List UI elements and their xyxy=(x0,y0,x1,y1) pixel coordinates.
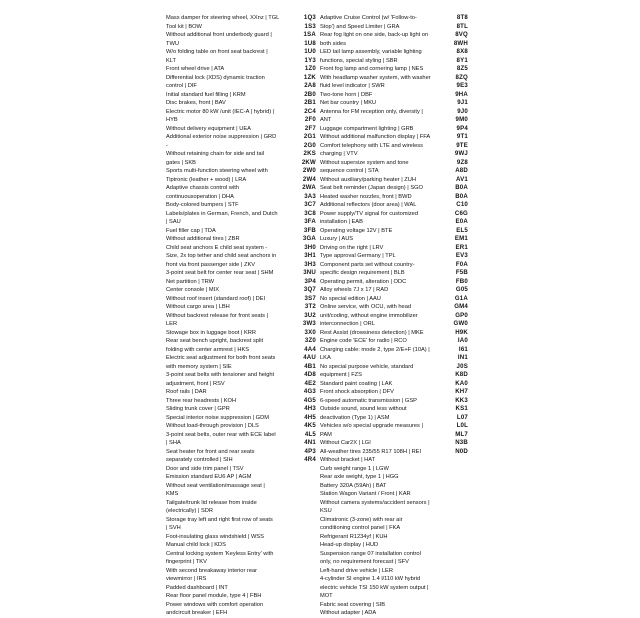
option-description: continuousoperation | DHA xyxy=(166,193,234,200)
option-description: W/o folding table on front seat backrest | xyxy=(166,49,268,55)
middle-description-column xyxy=(320,14,452,618)
option-description: Without delivery equipment | UEA xyxy=(166,125,251,132)
option-description: Central locking system 'Keyless Entry' with xyxy=(166,550,274,557)
option-code: 4G5 xyxy=(303,396,316,404)
option-description: with memory system | SIE xyxy=(166,363,232,370)
option-code: I61 xyxy=(458,345,468,353)
option-description: Additional exterior noise suppression | GRD xyxy=(166,134,277,140)
option-code: 8WH xyxy=(453,39,468,47)
option-description: viewmirror | IRS xyxy=(166,576,207,582)
option-description: Emission standard EU6 AP | AGM xyxy=(166,474,252,480)
option-description: Seat heater for front and rear seats xyxy=(166,448,255,455)
option-code: KA0 xyxy=(455,379,468,387)
option-description: Without additional front underbody guard | xyxy=(166,32,272,38)
option-description: Foot-insulating glass windshield | WSS xyxy=(166,533,264,540)
option-code: 3H1 xyxy=(304,252,316,259)
option-code: EM1 xyxy=(454,235,468,242)
option-description: PAM xyxy=(320,431,332,438)
option-description: Rest Assist (drowsiness detection) | MKE xyxy=(320,329,424,336)
option-description: Electric motor 80 kW /unit (IEC-A | hybrid) | xyxy=(166,108,275,115)
option-code: 3P4 xyxy=(304,277,316,285)
option-code: B0A xyxy=(455,192,468,200)
option-description: conditioning control panel | FKA xyxy=(320,525,401,531)
option-description: Adaptive chassis control with xyxy=(166,185,240,191)
option-code: 2B0 xyxy=(304,90,316,98)
option-description: - xyxy=(166,142,168,149)
option-description: Operating permit, alteration | ODC xyxy=(320,278,407,285)
option-code: B0A xyxy=(455,184,468,191)
option-description: Without adapter | ADA xyxy=(320,610,377,616)
option-description: Door and side trim panel | TSV xyxy=(166,465,244,472)
option-code: GP0 xyxy=(455,311,468,319)
option-code: 3C7 xyxy=(304,201,316,208)
option-description: Luggage compartment lighting | GRB xyxy=(320,125,414,132)
right-code-column xyxy=(450,14,468,456)
option-code: KS1 xyxy=(455,405,468,412)
option-description: | SHA xyxy=(166,440,181,446)
option-description: specific design requirement | BLB xyxy=(320,270,405,276)
option-code: 4R4 xyxy=(304,456,316,463)
option-description: HYB xyxy=(166,117,178,123)
option-code: 4E2 xyxy=(304,379,316,387)
option-description: sequence control | STA xyxy=(320,168,379,174)
option-description: KMS xyxy=(166,491,179,497)
option-description: Outside sound, sound less without xyxy=(320,406,407,412)
option-description: Power windows with comfort operation xyxy=(166,601,264,608)
option-code: 4N1 xyxy=(304,439,316,446)
option-description: unit/coding, without engine immobilizer xyxy=(320,312,418,319)
option-code: 8Y1 xyxy=(456,56,468,64)
option-code: 2W0 xyxy=(302,167,316,174)
option-description: interconnection | ORL xyxy=(320,321,375,327)
option-description: Roof rails | DAR xyxy=(166,389,207,395)
option-code: E0A xyxy=(455,218,468,225)
option-description: Component parts set without country- xyxy=(320,261,415,268)
option-description: With second breakaway interior rear xyxy=(166,567,258,574)
option-description: (electrically) | SDR xyxy=(166,508,213,514)
option-description: fingerprint | TKV xyxy=(166,559,207,565)
option-code: 3FB xyxy=(303,226,316,234)
option-code: 3Q7 xyxy=(303,286,316,293)
option-code: 1U0 xyxy=(304,48,316,55)
option-description: Fuel filler cap | TDA xyxy=(166,227,216,234)
option-code: G05 xyxy=(455,286,468,293)
option-code: L0L xyxy=(456,422,468,429)
option-description: Without Car2X | LGI xyxy=(320,440,371,446)
option-description: folding with center armrest | HKS xyxy=(166,346,250,353)
option-description: | SVH xyxy=(166,525,181,531)
option-description: All-weather tires 235/55 R17 108H | REI xyxy=(320,448,422,455)
option-code: 8TL xyxy=(456,22,468,30)
option-code: 9T1 xyxy=(456,133,468,140)
option-description: TWU xyxy=(166,40,179,47)
option-description: charging | VTV xyxy=(320,151,358,157)
option-description: Rear fog light on one side, back-up light on xyxy=(320,32,429,38)
option-description: Tiptronic (leather + wood) | LRA xyxy=(166,176,247,183)
option-description: Charging cable: mode 2, type 2/E+F (10A) | xyxy=(320,346,430,353)
option-code: C6G xyxy=(454,209,468,217)
option-code: 4P3 xyxy=(304,447,316,455)
option-code: 3GA xyxy=(302,235,316,242)
option-description: Refrigerant R1234yf | KUH xyxy=(320,533,388,540)
option-code: 3A3 xyxy=(304,192,316,200)
option-code: 8T8 xyxy=(456,14,468,21)
option-description: deactivation (Type 1) | ASM xyxy=(320,414,390,421)
option-description: Power supply/TV signal for customized xyxy=(320,210,418,217)
option-description: Battery 320A (59Ah) | BAT xyxy=(320,482,387,489)
option-code: 3X0 xyxy=(304,328,316,336)
option-code: 4L5 xyxy=(304,430,316,438)
option-description: Comfort telephony with LTE and wireless xyxy=(320,142,423,149)
option-description: ANT xyxy=(320,117,332,123)
option-code: GW0 xyxy=(453,320,468,327)
option-description: Without bracket | HAT xyxy=(320,457,376,463)
option-description: fluid level indicator | SWR xyxy=(320,83,385,89)
option-description: Without additional tires | ZBR xyxy=(166,236,240,242)
option-description: functions, special styling | SBR xyxy=(320,57,398,64)
option-description: Luxury | AUS xyxy=(320,236,354,242)
option-description: Electric seat adjustment for both front seats xyxy=(166,355,276,361)
option-code: EV3 xyxy=(455,252,468,259)
option-description: Padded dashboard | INT xyxy=(166,584,228,591)
option-description: KLT xyxy=(166,57,177,64)
option-description: Child seat anchors E child seat system - xyxy=(166,244,268,251)
option-code: 1Z0 xyxy=(304,65,316,72)
option-code: G1A xyxy=(454,294,468,302)
option-description: Three rear headrests | KOH xyxy=(166,397,237,404)
option-code: J0S xyxy=(456,362,468,370)
option-code: 8Z5 xyxy=(456,65,468,72)
option-code: 9J0 xyxy=(457,107,468,115)
option-description: Adaptive Cruise Control (w/ 'Follow-to- xyxy=(320,15,417,21)
option-description: Without backrest release for front seats | xyxy=(166,312,269,319)
option-description: Operating voltage 12V | BTE xyxy=(320,227,393,234)
option-description: Initial standard fuel filling | KRM xyxy=(166,91,246,98)
middle-code-column xyxy=(296,14,316,465)
option-description: Special interior noise suppression | GDM xyxy=(166,414,269,421)
option-code: ER1 xyxy=(455,243,468,251)
option-description: Two-tone horn | DBF xyxy=(320,91,373,98)
option-description: Additional reflectors (door area) | WAL xyxy=(320,202,417,208)
option-description: Rear axle weight, type 1 | HGG xyxy=(320,474,399,480)
option-description: Disc brakes, front | BAV xyxy=(166,100,226,106)
option-description: Without additional malfunction display | FFA xyxy=(320,134,431,140)
option-code: 1S3 xyxy=(304,22,316,30)
option-description: LER xyxy=(166,321,178,327)
option-description: Type approval Germany | TPL xyxy=(320,253,396,259)
option-description: gates | SKB xyxy=(166,159,196,166)
option-description: 3-point seat belts, outer rear with ECE label xyxy=(166,431,276,438)
option-description: No special purpose vehicle, standard xyxy=(320,363,414,370)
option-description: 6-speed automatic transmission | GSP xyxy=(320,397,417,404)
option-code: FB0 xyxy=(455,277,468,285)
option-description: With headlamp washer system, with washer xyxy=(320,74,431,81)
option-code: EL5 xyxy=(456,226,468,234)
option-code: N3B xyxy=(455,439,468,446)
option-description: Without load-through provision | DLS xyxy=(166,423,259,429)
option-description: 3-point seat belts with tensioner and height xyxy=(166,372,275,378)
option-description: KSU xyxy=(320,508,332,514)
option-description: LKA xyxy=(320,355,331,361)
option-description: Online service, with OCU, with head xyxy=(320,304,412,310)
option-code: 2G0 xyxy=(303,141,316,149)
option-code: 2KS xyxy=(303,150,316,157)
option-code: 3W3 xyxy=(302,320,316,327)
option-code: AV1 xyxy=(455,175,468,183)
option-code: F0A xyxy=(455,260,468,268)
option-code: 4A4 xyxy=(304,345,316,353)
option-description: control | DIF xyxy=(166,83,197,89)
option-code: 3T2 xyxy=(304,303,316,310)
option-code: 4H5 xyxy=(304,413,316,421)
option-description: Without cargo area | LBH xyxy=(166,304,230,310)
option-description: LED tail lamp assembly, variable lighting xyxy=(320,49,422,55)
option-code: 2C4 xyxy=(304,107,316,115)
option-code: 4G3 xyxy=(303,388,316,395)
option-description: 3-point seat belt for center rear seat | SHM xyxy=(166,270,274,276)
option-description: Differential lock (XDS) dynamic traction xyxy=(166,74,265,81)
option-description: Mass damper for steering wheel, XXnz | TGL xyxy=(166,15,280,21)
option-description: Net partition | TRW xyxy=(166,278,215,285)
option-code: A8D xyxy=(455,167,468,174)
option-code: IA0 xyxy=(457,337,468,344)
option-code: 2WA xyxy=(302,184,316,191)
option-code: 9Z8 xyxy=(456,158,468,166)
option-description: Body-colored bumpers | STF xyxy=(166,202,239,208)
option-code: 8X8 xyxy=(456,48,468,55)
option-description: adjustment, front | RSV xyxy=(166,380,225,387)
option-description: Without auxiliary/parking heater | ZUH xyxy=(320,176,416,183)
option-code: 4H3 xyxy=(304,405,316,412)
option-code: 4B1 xyxy=(304,362,316,370)
option-description: Without camera systems/accident sensors | xyxy=(320,499,430,506)
option-code: 3S7 xyxy=(304,294,316,302)
option-code: K8D xyxy=(455,371,468,378)
option-code: 2G1 xyxy=(303,133,316,140)
option-description: Standard paint coating | LAK xyxy=(320,380,393,387)
option-code: 1SA xyxy=(303,31,316,38)
option-code: 9P4 xyxy=(456,124,468,132)
option-code: 4AU xyxy=(303,354,316,361)
option-description: Curb weight range 1 | LGW xyxy=(320,465,389,472)
option-description: Without supersize system and tone xyxy=(320,159,409,166)
option-description: Stowage box in luggage boot | KRR xyxy=(166,329,257,336)
option-description: Sports multi-function steering wheel with xyxy=(166,168,268,174)
option-code: 9M0 xyxy=(455,116,468,123)
option-code: 2B1 xyxy=(304,99,316,106)
option-description: andcircuit breaker | EFH xyxy=(166,610,228,616)
option-description: front via front passenger side | ZKV xyxy=(166,261,256,268)
option-code: 2F7 xyxy=(304,124,316,132)
option-description: Front wheel drive | ATA xyxy=(166,66,225,72)
option-description: Head-up display | HUD xyxy=(320,542,379,548)
option-description: Front fog lamp and cornering lamp | NES xyxy=(320,66,424,72)
option-code: 3NU xyxy=(303,269,316,276)
option-code: 3U2 xyxy=(304,311,316,319)
option-description: Center console | MIX xyxy=(166,287,220,293)
option-description: Without retaining chain for side and tail xyxy=(166,151,265,157)
option-code: 2F0 xyxy=(304,116,316,123)
option-code: 3FA xyxy=(304,218,316,225)
option-description: Stop') and Speed Limiter | GRA xyxy=(320,23,400,30)
option-description: installation | EAB xyxy=(320,219,363,225)
option-code: 8ZQ xyxy=(455,73,468,81)
option-description: Antenna for FM reception only, diversity | xyxy=(320,108,423,115)
option-code: ML7 xyxy=(455,430,468,438)
option-description: Fabric seat covering | SIB xyxy=(320,601,386,608)
option-description: Alloy wheels 7J x 17 | RAD xyxy=(320,287,389,293)
middle-code-list xyxy=(296,14,316,465)
option-code: 2A8 xyxy=(304,82,316,89)
option-description: only, no requirement forecast | SFV xyxy=(320,559,409,565)
option-description: Rear seat bench upright, backrest split xyxy=(166,338,264,344)
option-code: KK3 xyxy=(455,396,468,404)
option-code: 9TE xyxy=(456,141,468,149)
option-code: 1ZK xyxy=(303,73,316,81)
option-code: 3H0 xyxy=(304,243,316,251)
option-description: MOT xyxy=(320,593,333,599)
option-description: | SAU xyxy=(166,219,181,225)
option-code: 1Q3 xyxy=(303,14,316,21)
option-description: Tool kit | BOW xyxy=(166,23,202,30)
left-description-list xyxy=(166,14,298,618)
option-code: N0D xyxy=(455,447,468,455)
option-description: Net bar country | MKU xyxy=(320,100,377,106)
option-description: Engine code 'ECE' for radio | RCO xyxy=(320,338,407,344)
option-code: 4D8 xyxy=(304,371,316,378)
option-code: 2W4 xyxy=(302,175,316,183)
option-code: 9HA xyxy=(455,90,468,98)
option-description: separately controlled | SIH xyxy=(166,457,233,463)
option-description: Suspension range 07 installation control xyxy=(320,550,421,557)
option-description: Seat belt reminder (Japan design) | SGO xyxy=(320,185,423,191)
option-code: F5B xyxy=(455,269,468,276)
option-description: Heated washer nozzles, front | BWD xyxy=(320,193,412,200)
option-code: 1Y3 xyxy=(304,56,316,64)
option-description: Without seat ventilation/massage seat | xyxy=(166,482,265,489)
option-description: Manual child lock | KDS xyxy=(166,542,226,548)
option-description: Vehicles w/o special upgrade measures | xyxy=(320,423,423,429)
option-code: 9J1 xyxy=(457,99,468,106)
option-code: 2KW xyxy=(301,158,316,166)
option-description: Size, 2x top tether and child seat anchors in xyxy=(166,253,277,259)
option-code: 3Z0 xyxy=(304,337,316,344)
option-description: Sliding trunk cover | GPR xyxy=(166,406,230,412)
option-code: GM4 xyxy=(454,303,468,310)
option-code: IN1 xyxy=(457,354,468,361)
option-code: L07 xyxy=(456,413,468,421)
option-code: 3H3 xyxy=(304,260,316,268)
option-code: C10 xyxy=(456,201,468,208)
option-description: Front shock absorption | DFV xyxy=(320,389,394,395)
option-code: 4K5 xyxy=(304,422,316,429)
option-code: H9K xyxy=(455,328,468,336)
option-description: electric vehicle TSI 150 kW system output | xyxy=(320,584,429,591)
left-description-column xyxy=(166,14,298,618)
option-description: both sides xyxy=(320,40,346,47)
option-description: Rear floor panel module, type 4 | FBH xyxy=(166,593,262,599)
option-description: Without roof insert (standard roof) | DEI xyxy=(166,295,266,302)
option-code: KH7 xyxy=(455,388,468,395)
option-code: 8VQ xyxy=(455,31,468,38)
option-code: 9WJ xyxy=(454,150,468,157)
option-description: equipment | FZS xyxy=(320,372,362,378)
option-description: Labels/plates in German, French, and Dutch xyxy=(166,210,278,217)
option-description: Left-hand drive vehicle | LER xyxy=(320,567,393,574)
right-code-list xyxy=(450,14,468,456)
option-description: Climatronic (3-zone) with rear air xyxy=(320,516,403,523)
option-description: 4-cylinder SI engine 1.4 l/110 kW hybrid xyxy=(320,576,421,582)
option-description: Tailgate/trunk lid release from inside xyxy=(166,499,257,506)
option-description: Station Wagon Variant / Front | KAR xyxy=(320,491,411,497)
option-description: Storage tray left and right first row of seats xyxy=(166,516,273,523)
option-code: 3C8 xyxy=(304,209,316,217)
option-code: 1U8 xyxy=(304,39,316,47)
middle-description-list xyxy=(320,14,452,618)
option-code: 9E3 xyxy=(456,82,468,89)
option-description: No special edition | AAU xyxy=(320,295,381,302)
option-description: Driving on the right | LRV xyxy=(320,244,384,251)
